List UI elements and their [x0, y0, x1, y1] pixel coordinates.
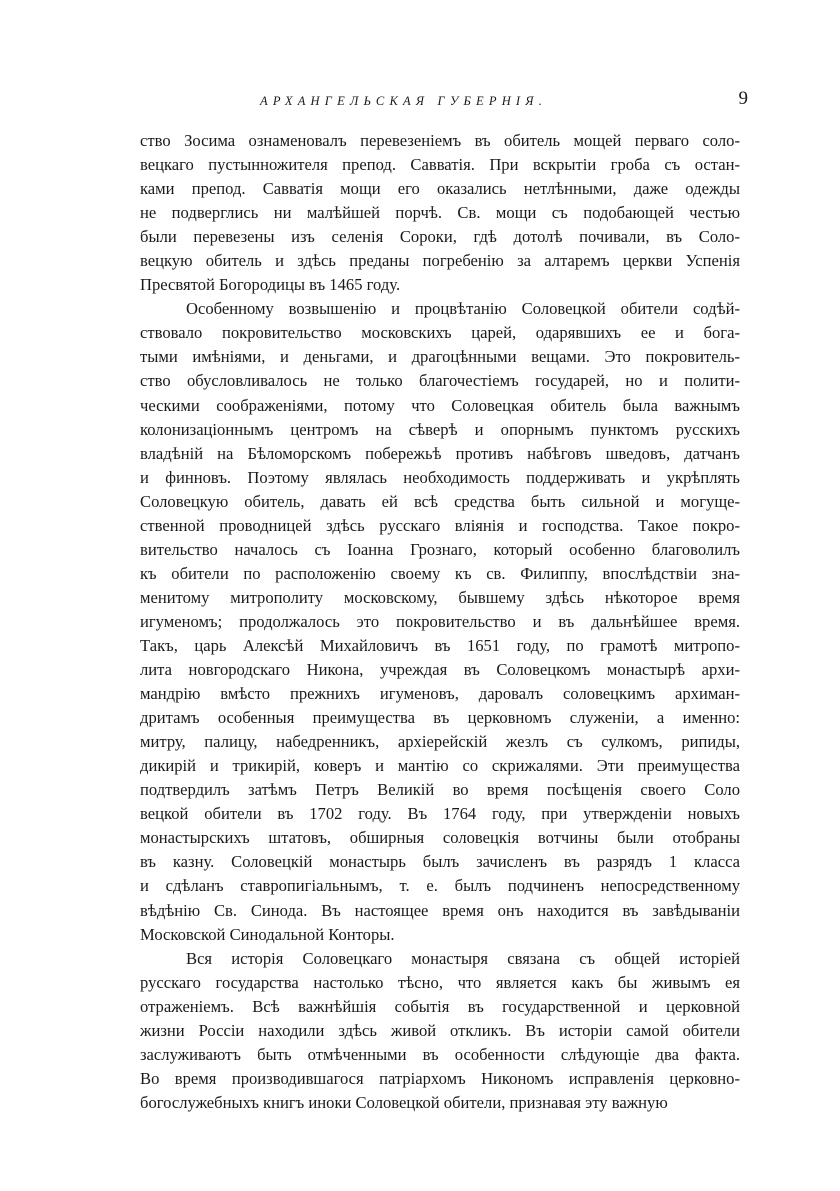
paragraph: [140, 297, 740, 946]
running-title: АРХАНГЕЛЬСКАЯ ГУБЕРНІЯ.: [260, 94, 548, 108]
text-line: и финновъ. Поэтому являлась необходимость поддерживать и укрѣплять: [140, 467, 740, 487]
text-line: въ казну. Соловецкій монастырь былъ зачисленъ въ разрядъ 1 класса: [140, 852, 740, 872]
text-line: монастырскихъ штатовъ, обширныя соловецкія вотчины были отобраны: [140, 828, 740, 848]
text-line: Пресвятой Богородицы въ 1465 году.: [140, 275, 401, 295]
text-line: лита новгородскаго Никона, учреждая въ Соловецкомъ монастырѣ архи-: [140, 660, 740, 680]
text-line: вѣдѣнію Св. Синода. Въ настоящее время онъ находится въ завѣдываніи: [140, 900, 740, 920]
text-line: вительство началось съ Іоанна Грознаго, который особенно благоволилъ: [140, 539, 740, 559]
text-line: ство Зосима ознаменовалъ перевезеніемъ въ обитель мощей перваго соло-: [140, 131, 740, 150]
text-line: Такъ, царь Алексѣй Михайловичъ въ 1651 году, по грамотѣ митропо-: [140, 635, 740, 655]
text-line: къ обители по расположенію своему къ св. Филиппу, впослѣдствіи зна-: [140, 563, 740, 583]
text-line: мандрію вмѣсто прежнихъ игуменовъ, даровалъ соловецкимъ архиман-: [140, 684, 740, 704]
text-line: были перевезены изъ селенія Сороки, гдѣ дотолѣ почивали, въ Соло-: [140, 227, 740, 247]
text-line: русскаго государства настолько тѣсно, что является какъ бы живымъ ея: [140, 972, 740, 992]
text-line: дритамъ особенныя преимущества въ церковномъ служеніи, а именно:: [140, 708, 740, 728]
text-line: Особенному возвышенію и процвѣтанію Соловецкой обители содѣй-: [186, 299, 740, 319]
text-line: и сдѣланъ ставропигіальнымъ, т. е. былъ подчиненъ непосредственному: [140, 876, 740, 896]
page-number: 9: [738, 88, 748, 109]
body-text: [140, 129, 740, 1115]
running-head: [140, 88, 748, 114]
text-line: вецкой обители въ 1702 году. Въ 1764 году, при утвержденіи новыхъ: [140, 804, 740, 824]
text-line: Соловецкую обитель, давать ей всѣ средства быть сильной и могуще-: [140, 491, 740, 511]
text-line: богослужебныхъ книгъ иноки Соловецкой обители, признавая эту важную: [140, 1092, 668, 1112]
text-line: тыми имѣніями, и деньгами, и драгоцѣнными вещами. Это покровитель-: [140, 347, 740, 367]
text-line: колонизаціоннымъ центромъ на сѣверѣ и опорнымъ пунктомъ русскихъ: [140, 419, 740, 439]
text-line: отраженіемъ. Всѣ важнѣйшія событія въ государственной и церковной: [140, 996, 740, 1016]
text-line: митру, палицу, набедренникъ, архіерейскій жезлъ съ сулкомъ, рипиды,: [140, 732, 740, 752]
text-line: ственной проводницей здѣсь русскаго вліянія и господства. Такое покро-: [140, 515, 740, 535]
text-line: подтвердилъ затѣмъ Петръ Великій во время посѣщенія своего Соло: [140, 780, 740, 800]
text-line: игуменомъ; продолжалось это покровительство и въ дальнѣйшее время.: [140, 611, 740, 631]
text-line: ствовало покровительство московскихъ царей, одарявшихъ ее и бога-: [140, 323, 740, 343]
paragraph: [140, 129, 740, 297]
text-line: не подверглись ни малѣйшей порчѣ. Св. мощи съ подобающей честью: [140, 203, 740, 223]
text-line: Вся исторія Соловецкаго монастыря связана съ общей исторіей: [186, 948, 740, 968]
text-line: владѣній на Бѣломорскомъ побережьѣ противъ набѣговъ шведовъ, датчанъ: [140, 443, 740, 463]
paragraph: [140, 947, 740, 1115]
text-line: ство обусловливалось не только благочестіемъ государей, но и полити-: [140, 371, 740, 391]
text-line: дикирій и трикирій, коверъ и мантію со скрижалями. Эти преимущества: [140, 756, 740, 776]
text-line: менитому митрополиту московскому, бывшему здѣсь нѣкоторое время: [140, 587, 740, 607]
text-line: Московской Синодальной Конторы.: [140, 924, 395, 944]
text-line: ческими соображеніями, потому что Соловецкая обитель была важнымъ: [140, 395, 740, 415]
text-line: вецкую обитель и здѣсь преданы погребенію за алтаремъ церкви Успенія: [140, 251, 740, 271]
text-line: жизни Россіи находили здѣсь живой откликъ. Въ исторіи самой обители: [140, 1020, 740, 1040]
text-line: ками препод. Савватія мощи его оказались нетлѣнными, даже одежды: [140, 179, 740, 199]
text-line: заслуживаютъ быть отмѣченными въ особенности слѣдующіе два факта.: [140, 1044, 740, 1064]
text-line: вецкаго пустынножителя препод. Савватія. При вскрытіи гроба съ остан-: [140, 155, 740, 175]
text-line: Во время производившагося патріархомъ Никономъ исправленія церковно-: [140, 1068, 740, 1088]
